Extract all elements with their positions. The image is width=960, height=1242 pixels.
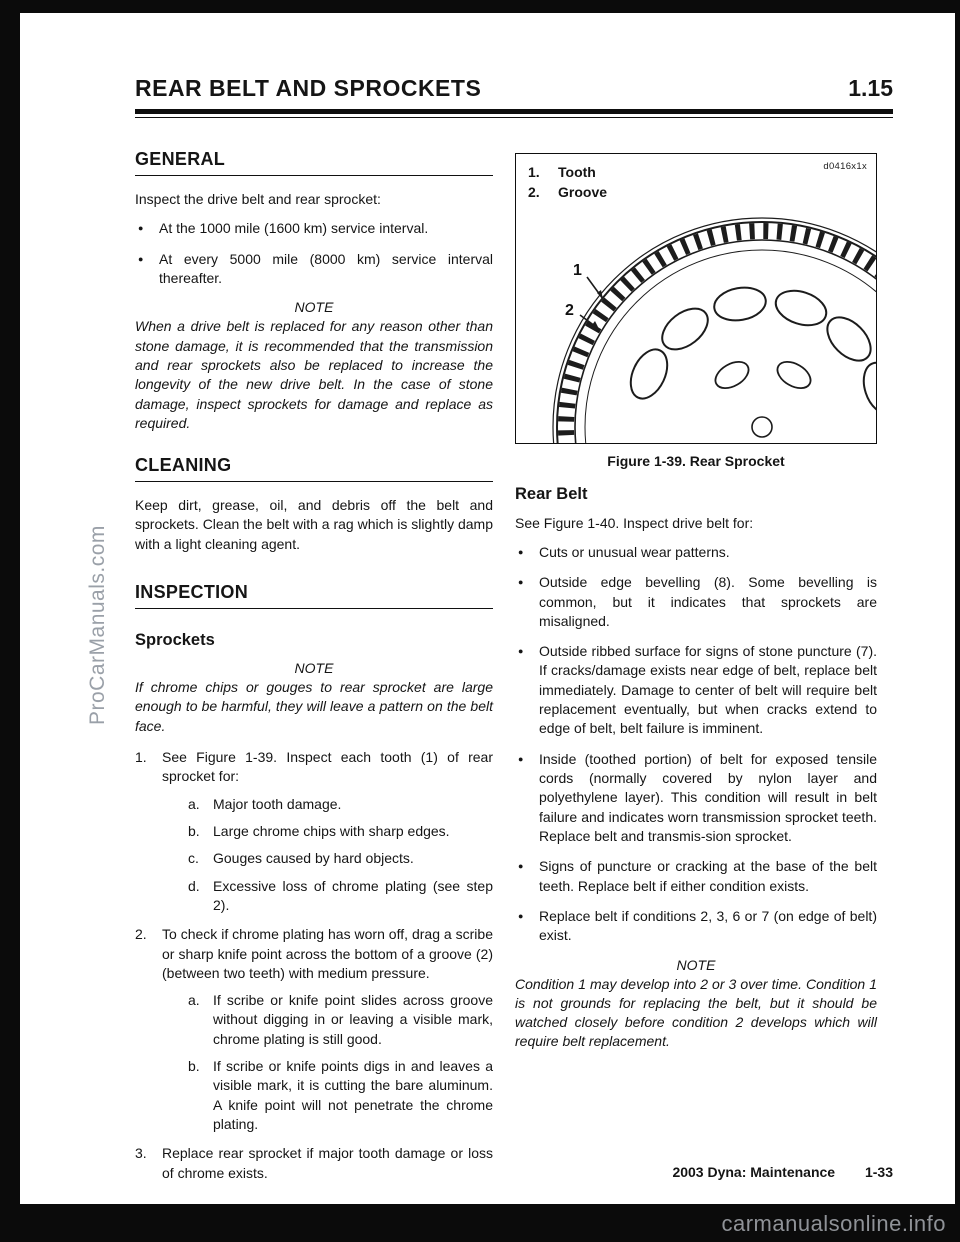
page-title: REAR BELT AND SPROCKETS — [135, 75, 482, 101]
list-item — [515, 573, 877, 631]
bullet-text: At every 5000 mile (8000 km) service interval thereafter. — [159, 250, 493, 286]
bottom-watermark: carmanualsonline.info — [721, 1211, 946, 1236]
numbered-step — [135, 925, 493, 1134]
numbered-step — [135, 748, 493, 915]
list-item — [515, 857, 877, 896]
lettered-substep — [188, 877, 493, 916]
legend-label: Groove — [558, 184, 608, 201]
footer-page-number: 1-33 — [864, 1164, 893, 1180]
list-item — [515, 543, 877, 562]
figure-callout-1: 1 — [573, 261, 582, 279]
bullet-icon: ● — [518, 546, 524, 557]
step-number: 2. — [135, 926, 147, 943]
substep-letter: a. — [188, 992, 200, 1009]
subheading-rear-belt: Rear Belt — [515, 484, 588, 503]
rear-belt-intro: See Figure 1-40. Inspect drive belt for: — [515, 514, 754, 531]
step-text: To check if chrome plating has worn off, drag a scribe or sharp knife point across the bottom of a groove (2) (between two teeth) with medium pressure. — [162, 926, 493, 981]
legend-number: 2. — [528, 184, 540, 201]
substep-letter: a. — [188, 795, 200, 812]
note-label: NOTE — [676, 956, 716, 973]
figure-1-39 — [515, 153, 877, 444]
page-footer — [672, 1164, 893, 1180]
section-heading-general: GENERAL — [135, 149, 493, 176]
figure-callout-2: 2 — [565, 301, 574, 319]
bullet-text: Inside (toothed portion) of belt for exposed tensile cords (normally covered by nylon layer and polyethylene layer). This condition will result in belt failure and indicates worn transmission sprocket teeth. Replace belt and transmis-sion sprocket. — [539, 750, 877, 844]
cleaning-body: Keep dirt, grease, oil, and debris off the belt and sprockets. Clean the belt with a rag which is slightly damp with a light cleaning agent. — [135, 497, 493, 552]
subheading-sprockets: Sprockets — [135, 631, 215, 650]
bullet-text: Replace belt if conditions 2, 3, 6 or 7 (on edge of belt) exist. — [539, 907, 877, 944]
header-rule-thick — [135, 109, 893, 114]
note-label: NOTE — [294, 660, 334, 677]
list-item — [515, 907, 877, 946]
section-heading-cleaning: CLEANING — [135, 455, 493, 482]
bullet-text: Outside edge bevelling (8). Some bevelling is common, but it indicates that sprockets are misaligned. — [539, 574, 877, 629]
substep-text: Major tooth damage. — [213, 795, 342, 812]
note-text: When a drive belt is replaced for any reason other than stone damage, it is recommended that the transmission and rear sprockets also be replaced to increase the longevity of the new drive belt. In the case of stone damage, inspect sprockets for damage and replace as required. — [135, 318, 493, 431]
step-text: Replace rear sprocket if major tooth damage or loss of chrome exists. — [162, 1145, 493, 1181]
right-column — [515, 153, 877, 1064]
bullet-icon: ● — [138, 223, 144, 234]
substep-letter: d. — [188, 877, 200, 894]
figure-legend-item — [528, 162, 866, 182]
page-header — [135, 75, 893, 118]
list-item — [135, 250, 493, 289]
lettered-substep — [188, 1057, 493, 1134]
numbered-step — [135, 1144, 493, 1183]
substep-letter: b. — [188, 1058, 200, 1075]
legend-number: 1. — [528, 164, 540, 180]
bullet-icon: ● — [518, 861, 524, 872]
bullet-text: Cuts or unusual wear patterns. — [539, 543, 730, 560]
substep-letter: c. — [188, 850, 199, 867]
bullet-text: At the 1000 mile (1600 km) service interval. — [159, 220, 429, 237]
substep-text: If scribe or knife points digs in and leaves a visible mark, it is cutting the bare aluminum. A knife point will not penetrate the chrome plating. — [213, 1058, 493, 1132]
bullet-icon: ● — [518, 753, 524, 764]
substep-text: Large chrome chips with sharp edges. — [213, 822, 450, 839]
footer-text: 2003 Dyna: Maintenance — [672, 1164, 836, 1180]
general-intro: Inspect the drive belt and rear sprocket: — [135, 191, 381, 207]
header-rule-thin — [135, 117, 893, 118]
figure-caption: Figure 1-39. Rear Sprocket — [607, 452, 785, 469]
step-text: See Figure 1-39. Inspect each tooth (1) of rear sprocket for: — [162, 749, 493, 785]
list-item — [135, 219, 493, 238]
bullet-icon: ● — [518, 577, 524, 588]
note-text: If chrome chips or gouges to rear sprocket are large enough to be harmful, they will leave a pattern on the belt face. — [135, 679, 493, 734]
left-column — [135, 149, 493, 1193]
bullet-text: Outside ribbed surface for signs of stone puncture (7). If cracks/damage exists near edge of belt, replace belt immediately. Damage to center of belt will require belt replacement eventually, but when cracks extend to edge of belt, belt failure is imminent. — [539, 643, 877, 737]
lettered-substep — [188, 849, 493, 868]
step-number: 1. — [135, 749, 147, 765]
bullet-text: Signs of puncture or cracking at the base of the belt teeth. Replace belt if either condition exists. — [539, 858, 877, 894]
rear-sprocket-drawing — [516, 205, 876, 443]
step-number: 3. — [135, 1145, 147, 1162]
list-item — [515, 642, 877, 739]
manual-page — [20, 13, 955, 1204]
list-item — [515, 750, 877, 847]
bullet-icon: ● — [518, 646, 524, 657]
figure-code: d0416x1x — [823, 161, 867, 172]
bullet-icon: ● — [518, 910, 524, 921]
lettered-substep — [188, 822, 493, 841]
lettered-substep — [188, 991, 493, 1049]
note-text: Condition 1 may develop into 2 or 3 over time. Condition 1 is not grounds for replacing the belt, but it should be watched closely before condition 2 develops which will require belt replacement. — [515, 975, 877, 1050]
note-label: NOTE — [294, 299, 334, 316]
section-heading-inspection: INSPECTION — [135, 582, 493, 609]
page-number: 1.15 — [848, 75, 893, 101]
substep-text: Gouges caused by hard objects. — [213, 850, 414, 867]
substep-text: If scribe or knife point slides across groove without digging in or leaving a visible mark, chrome plating is still good. — [213, 992, 493, 1047]
figure-legend-item — [528, 182, 866, 202]
substep-letter: b. — [188, 822, 200, 839]
legend-label: Tooth — [558, 164, 596, 180]
substep-text: Excessive loss of chrome plating (see step 2). — [213, 877, 493, 913]
side-watermark: ProCarManuals.com — [86, 525, 109, 725]
lettered-substep — [188, 795, 493, 814]
bullet-icon: ● — [138, 253, 144, 264]
